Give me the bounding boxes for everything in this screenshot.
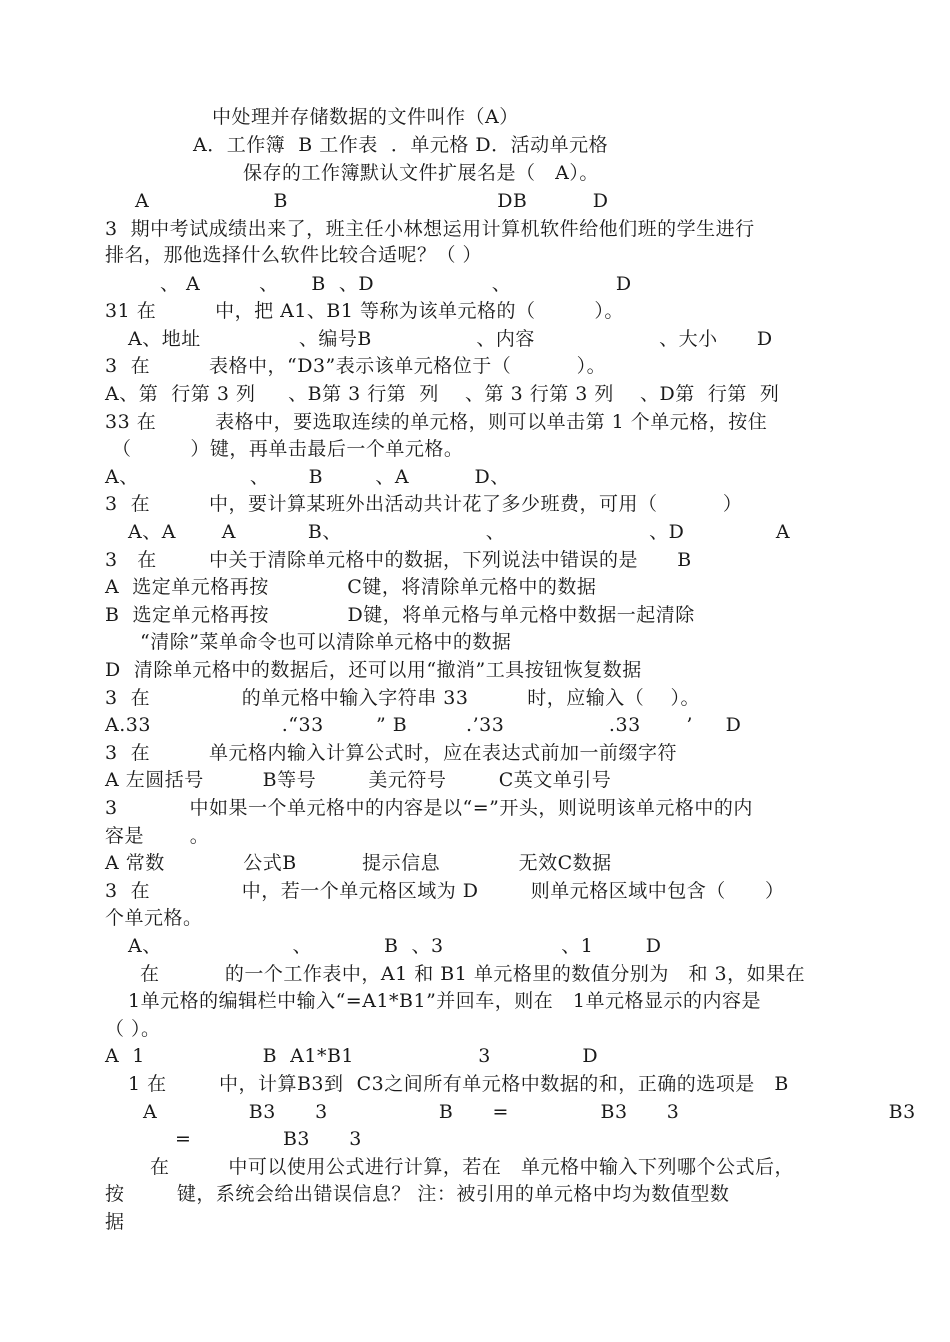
- text-line: 保存的工作簿默认文件扩展名是（ A）。: [243, 162, 599, 184]
- text-line: 3 在 中关于清除单元格中的数据，下列说法中错误的是 B: [105, 549, 692, 571]
- text-line: A、 、 B 、3 、1 D: [128, 935, 662, 957]
- text-line: （ ）。: [105, 1018, 161, 1040]
- text-line: A 左圆括号 B等号 美元符号 C英文单引号: [105, 769, 612, 791]
- text-line: D 清除单元格中的数据后，还可以用“撤消”工具按钮恢复数据: [105, 659, 642, 681]
- text-line: 个单元格。: [105, 907, 203, 929]
- text-line: A B3 3 B = B3 3 B3: [143, 1101, 916, 1123]
- text-line: B 选定单元格再按 D键，将单元格与单元格中数据一起清除: [105, 604, 695, 626]
- text-line: 3 在 中，若一个单元格区域为 D 则单元格区域中包含（ ）: [105, 880, 785, 902]
- text-line: 容是 。: [105, 825, 210, 847]
- text-line: （ ）键，再单击最后一个单元格。: [112, 438, 464, 460]
- text-line: 3 期中考试成绩出来了，班主任小林想运用计算机软件给他们班的学生进行: [105, 218, 755, 240]
- text-line: 、 A 、 B 、D 、 D: [160, 273, 632, 295]
- text-line: 按 键，系统会给出错误信息？ 注：被引用的单元格中均为数值型数: [105, 1183, 730, 1205]
- text-line: 1 在 中，计算B3到 C3之间所有单元格中数据的和，正确的选项是 B: [128, 1073, 789, 1095]
- text-line: = B3 3: [175, 1128, 362, 1150]
- text-line: 排名，那他选择什么软件比较合适呢？（ ）: [105, 244, 483, 266]
- text-line: A．工作簿 B 工作表 ．单元格 D．活动单元格: [193, 134, 609, 156]
- text-line: “清除”菜单命令也可以清除单元格中的数据: [140, 631, 512, 653]
- text-line: 在 中可以使用公式进行计算，若在 单元格中输入下列哪个公式后，: [150, 1156, 794, 1178]
- text-line: A B DB D: [135, 190, 609, 212]
- text-line: 中处理并存储数据的文件叫作（A）: [212, 106, 519, 128]
- text-line: 1单元格的编辑栏中输入“=A1*B1”并回车，则在 1单元格显示的内容是: [128, 990, 762, 1012]
- text-line: A.33 .“33 ” B .’33 .33 ’ D: [105, 714, 742, 736]
- text-line: 33 在 表格中，要选取连续的单元格，则可以单击第 1 个单元格，按住: [105, 411, 768, 433]
- text-line: 3 在 表格中，“D3”表示该单元格位于（ ）。: [105, 355, 607, 377]
- text-line: A 1 B A1*B1 3 D: [105, 1045, 599, 1067]
- text-line: 据: [105, 1211, 125, 1233]
- text-line: A 常数 公式B 提示信息 无效C数据: [105, 852, 612, 874]
- text-line: A、第 行第 3 列 、B第 3 行第 列 、第 3 行第 3 列 、D第 行第 列: [105, 383, 780, 405]
- text-line: 31 在 中，把 A1、B1 等称为该单元格的（ ）。: [105, 300, 624, 322]
- text-line: 3 在 单元格内输入计算公式时，应在表达式前加一前缀字符: [105, 742, 678, 764]
- text-line: 3 在 中，要计算某班外出活动共计花了多少班费，可用（ ）: [105, 493, 743, 515]
- text-line: A、地址 、编号B 、内容 、大小 D: [128, 328, 773, 350]
- text-line: A 选定单元格再按 C键，将清除单元格中的数据: [105, 576, 597, 598]
- text-line: A、A A B、 、 、D A: [128, 521, 791, 543]
- text-line: A、 、 B 、A D、: [105, 466, 510, 488]
- text-line: 在 的一个工作表中，A1 和 B1 单元格里的数值分别为 和 3，如果在: [140, 963, 806, 985]
- text-line: 3 在 的单元格中输入字符串 33 时，应输入（ ）。: [105, 687, 700, 709]
- text-line: 3 中如果一个单元格中的内容是以“=”开头，则说明该单元格中的内: [105, 797, 753, 819]
